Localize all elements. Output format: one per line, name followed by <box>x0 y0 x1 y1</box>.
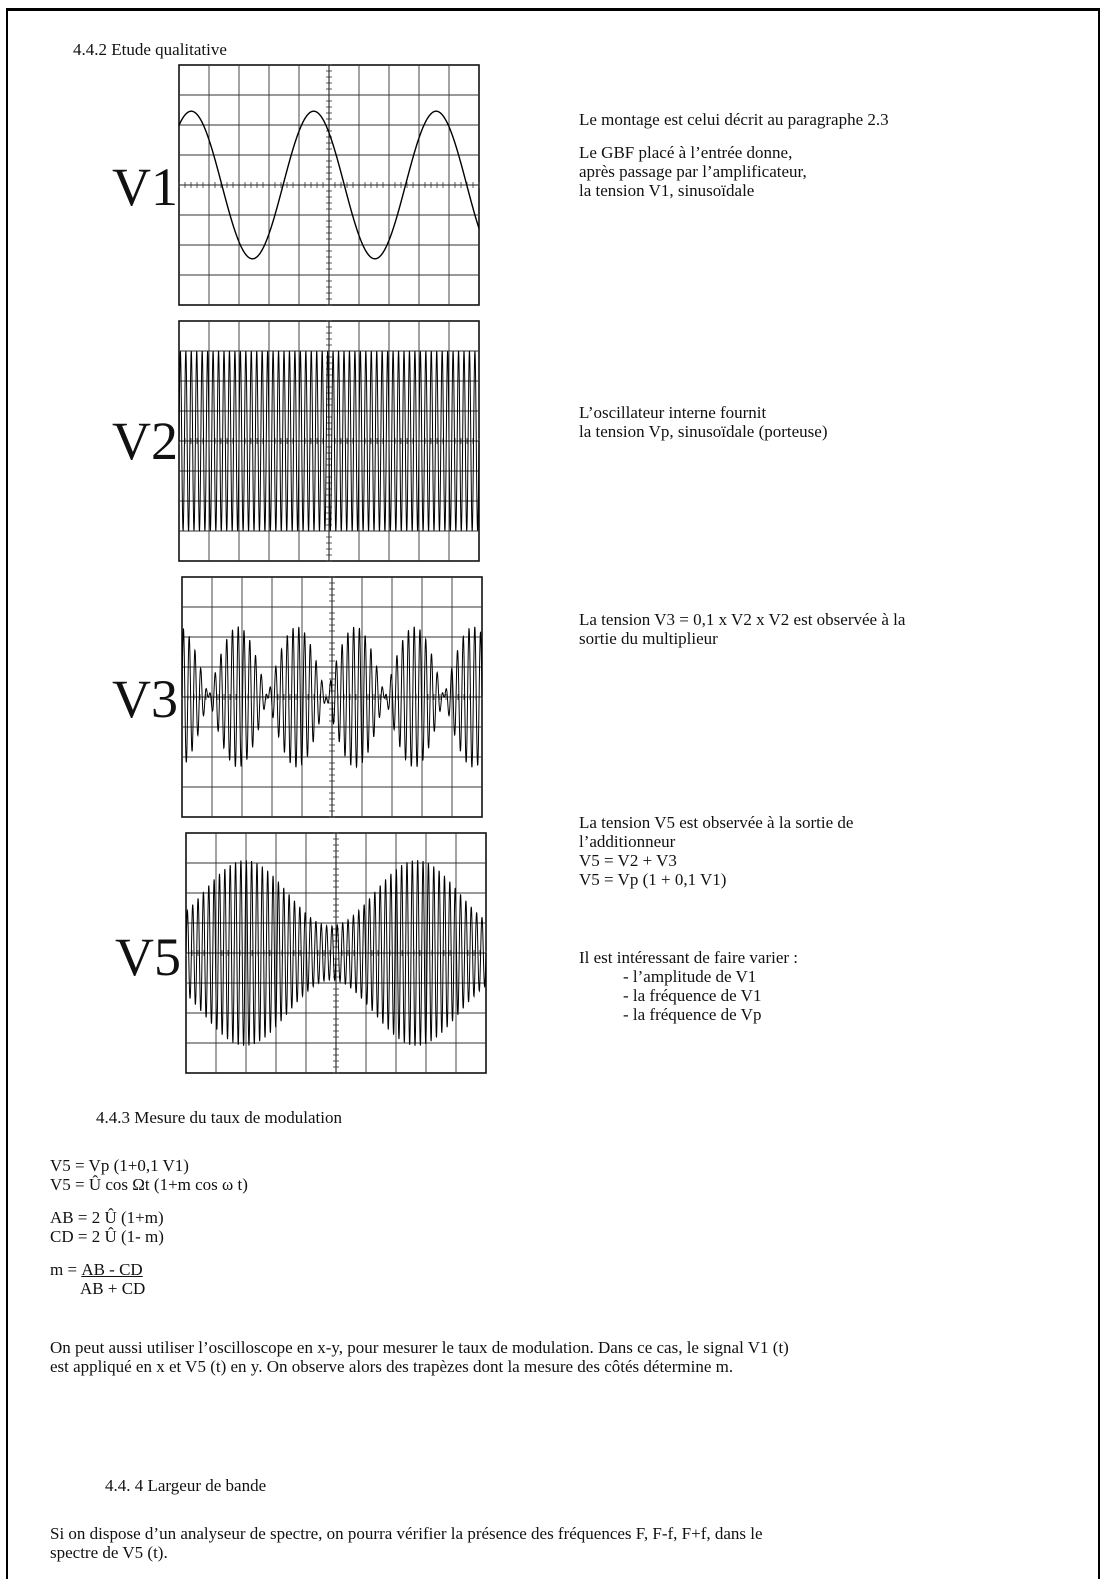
vary-list <box>579 948 798 1024</box>
oscilloscope-v1 <box>178 64 486 309</box>
equation-v5-u: V5 = Û cos Ωt (1+m cos ω t) <box>50 1175 248 1194</box>
xy-paragraph <box>50 1338 789 1376</box>
equation-m-denominator: AB + CD <box>80 1279 146 1298</box>
vary-item: - la fréquence de V1 <box>623 986 762 1005</box>
note-v5-line: l’additionneur <box>579 832 676 851</box>
equation-m-prefix: m = <box>50 1260 82 1279</box>
modulation-equations <box>50 1156 248 1298</box>
oscilloscope-v1-screen <box>178 64 486 309</box>
note-v1-line: Le montage est celui décrit au paragraphe 2.3 <box>579 110 889 129</box>
oscilloscope-v3 <box>181 576 489 821</box>
note-v2-line: la tension Vp, sinusoïdale (porteuse) <box>579 422 828 441</box>
oscilloscope-v3-screen <box>181 576 489 821</box>
xy-paragraph-line: On peut aussi utiliser l’oscilloscope en x-y, pour mesurer le taux de modulation. Dans ce cas, le signal V1 (t) <box>50 1338 789 1357</box>
equation-v5-vp: V5 = Vp (1+0,1 V1) <box>50 1156 189 1175</box>
note-v1 <box>579 110 889 200</box>
bandwidth-paragraph-line: spectre de V5 (t). <box>50 1543 168 1562</box>
note-v2-line: L’oscillateur interne fournit <box>579 403 767 422</box>
note-v5-line: V5 = Vp (1 + 0,1 V1) <box>579 870 727 889</box>
note-v1-line: la tension V1, sinusoïdale <box>579 181 755 200</box>
xy-paragraph-line: est appliqué en x et V5 (t) en y. On observe alors des trapèzes dont la mesure des côtés détermine m. <box>50 1357 734 1376</box>
section-title-443: 4.4.3 Mesure du taux de modulation <box>96 1108 342 1127</box>
note-v1-line: après passage par l’amplificateur, <box>579 162 807 181</box>
note-v2 <box>579 403 828 441</box>
scope-label-v1: V1 <box>112 157 178 217</box>
oscilloscope-v5 <box>185 832 493 1077</box>
equation-cd: CD = 2 Û (1- m) <box>50 1227 164 1246</box>
note-v1-line: Le GBF placé à l’entrée donne, <box>579 143 793 162</box>
bandwidth-paragraph-line: Si on dispose d’un analyseur de spectre, on pourra vérifier la présence des fréquences F, F-f, F+f, dans le <box>50 1524 763 1543</box>
note-v3 <box>579 610 905 648</box>
vary-intro: Il est intéressant de faire varier : <box>579 948 799 967</box>
scope-label-v5: V5 <box>115 927 181 987</box>
section-title-442: 4.4.2 Etude qualitative <box>73 40 227 59</box>
equation-ab: AB = 2 Û (1+m) <box>50 1208 164 1227</box>
vary-item: - la fréquence de Vp <box>623 1005 762 1024</box>
vary-item: - l’amplitude de V1 <box>623 967 757 986</box>
note-v5-line: V5 = V2 + V3 <box>579 851 677 870</box>
equation-m-numerator: AB - CD <box>81 1260 143 1279</box>
note-v5-line: La tension V5 est observée à la sortie de <box>579 813 854 832</box>
note-v5 <box>579 813 853 889</box>
oscilloscope-v2-screen <box>178 320 486 565</box>
section-title-444: 4.4. 4 Largeur de bande <box>105 1476 267 1495</box>
note-v3-line: La tension V3 = 0,1 x V2 x V2 est observée à la <box>579 610 906 629</box>
bandwidth-paragraph <box>50 1524 763 1562</box>
scope-label-v2: V2 <box>112 411 178 471</box>
equation-m <box>50 1260 248 1279</box>
scope-label-v3: V3 <box>112 669 178 729</box>
note-v3-line: sortie du multiplieur <box>579 629 718 648</box>
oscilloscope-v5-screen <box>185 832 493 1077</box>
oscilloscope-v2 <box>178 320 486 565</box>
